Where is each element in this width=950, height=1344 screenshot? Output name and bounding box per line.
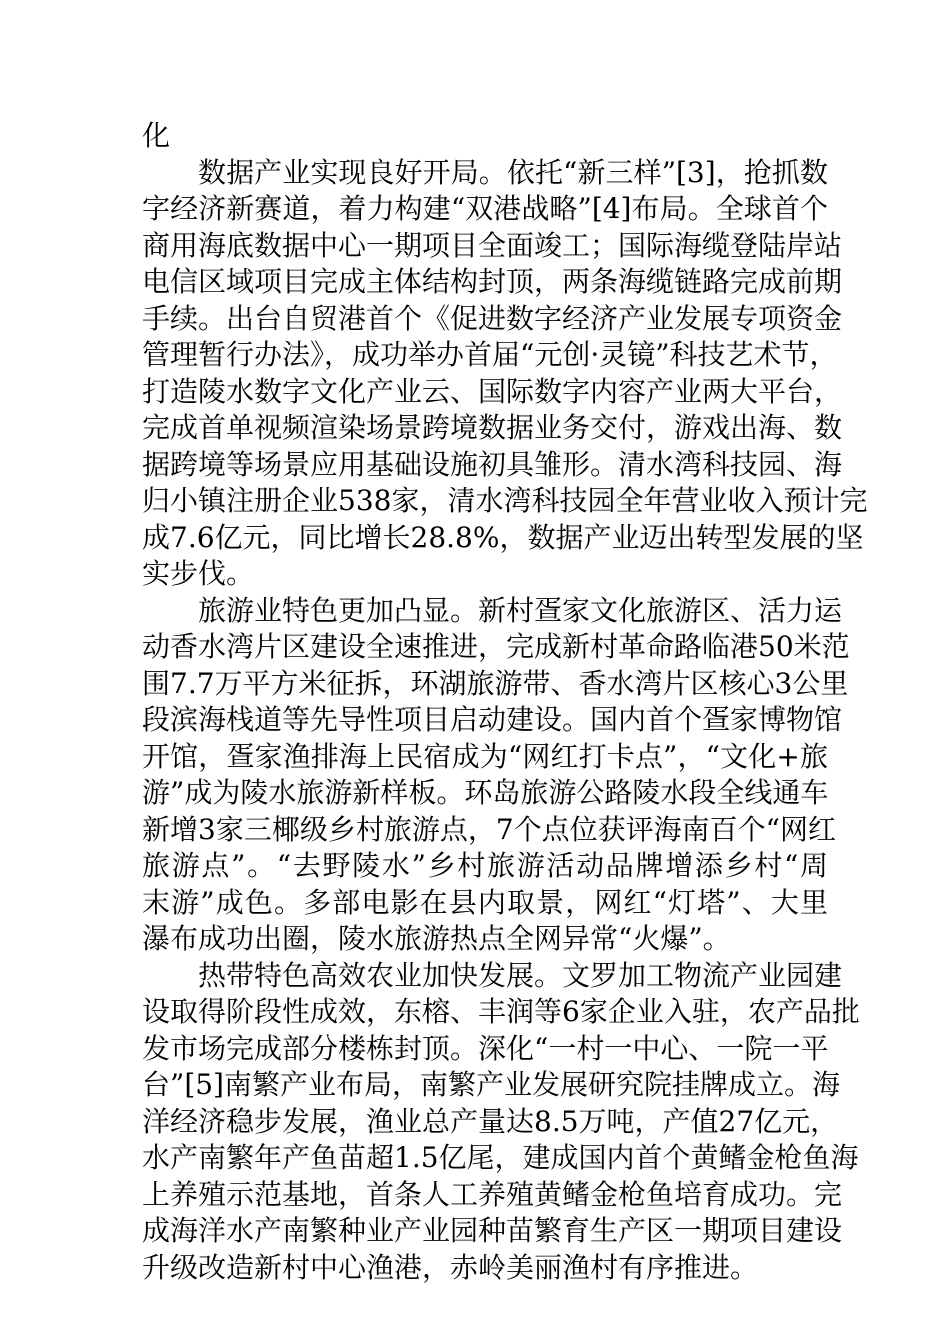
text-line: 末游”成色。多部电影在县内取景，网红“灯塔”、大里 [142, 885, 828, 919]
text-line: 手续。出台自贸港首个《促进数字经济产业发展专项资金 [142, 301, 843, 335]
text-line: 上养殖示范基地，首条人工养殖黄鳍金枪鱼培育成功。完 [142, 1177, 843, 1211]
text-line: 据跨境等场景应用基础设施初具雏形。清水湾科技园、海 [142, 447, 843, 481]
text-line: 开馆，疍家渔排海上民宿成为“网红打卡点”，“文化+旅 [142, 739, 828, 773]
text-line: 归小镇注册企业538家，清水湾科技园全年营业收入预计完 [142, 484, 868, 517]
text-line: 新增3家三椰级乡村旅游点，7个点位获评海南百个“网红 [142, 812, 836, 846]
text-line: 瀑布成功出圈，陵水旅游热点全网异常“火爆”。 [142, 922, 731, 955]
text-line: 商用海底数据中心一期项目全面竣工；国际海缆登陆岸站 [142, 228, 843, 262]
paragraph-data-industry [142, 155, 868, 593]
text-line: 字经济新赛道，着力构建“双港战略”[4]布局。全球首个 [142, 192, 828, 225]
text-line: 电信区域项目完成主体结构封顶，两条海缆链路完成前期 [142, 265, 843, 298]
paragraph-tourism [142, 593, 850, 958]
text-line: 打造陵水数字文化产业云、国际数字内容产业两大平台， [142, 374, 843, 408]
document-page [142, 118, 868, 1286]
text-line: 热带特色高效农业加快发展。文罗加工物流产业园建 [198, 958, 843, 992]
text-line: 设取得阶段性成效，东榕、丰润等6家企业入驻，农产品批 [142, 995, 860, 1028]
text-line: 升级改造新村中心渔港，赤岭美丽渔村有序推进。 [142, 1250, 759, 1284]
text-line: 段滨海栈道等先导性项目启动建设。国内首个疍家博物馆 [142, 703, 843, 736]
text-line: 围7.7万平方米征拆，环湖旅游带、香水湾片区核心3公里 [142, 666, 849, 700]
text-line: 旅游点”。“去野陵水”乡村旅游活动品牌增添乡村“周 [142, 849, 828, 882]
text-line: 完成首单视频渲染场景跨境数据业务交付，游戏出海、数 [142, 411, 843, 444]
text-line: 实步伐。 [142, 557, 255, 590]
text-line: 成海洋水产南繁种业产业园种苗繁育生产区一期项目建设 [142, 1214, 843, 1247]
text-line: 成7.6亿元，同比增长28.8%，数据产业迈出转型发展的坚 [142, 520, 864, 554]
paragraph-tropical-agriculture [142, 958, 860, 1287]
continued-line: 化 [142, 119, 171, 152]
text-line: 数据产业实现良好开局。依托“新三样”[3]，抢抓数 [198, 155, 828, 189]
text-line: 洋经济稳步发展，渔业总产量达8.5万吨，产值27亿元， [142, 1104, 839, 1138]
text-line: 旅游业特色更加凸显。新村疍家文化旅游区、活力运 [198, 593, 843, 627]
text-line: 游”成为陵水旅游新样板。环岛旅游公路陵水段全线通车 [142, 776, 829, 809]
text-line: 管理暂行办法》，成功举办首届“元创·灵镜”科技艺术节， [142, 338, 838, 371]
text-line: 动香水湾片区建设全速推进，完成新村革命路临港50米范 [142, 630, 850, 663]
text-line: 台”[5]南繁产业布局，南繁产业发展研究院挂牌成立。海 [142, 1068, 840, 1101]
text-line: 发市场完成部分楼栋封顶。深化“一村一中心、一院一平 [142, 1031, 829, 1065]
text-line: 水产南繁年产鱼苗超1.5亿尾，建成国内首个黄鳍金枪鱼海 [142, 1141, 859, 1174]
